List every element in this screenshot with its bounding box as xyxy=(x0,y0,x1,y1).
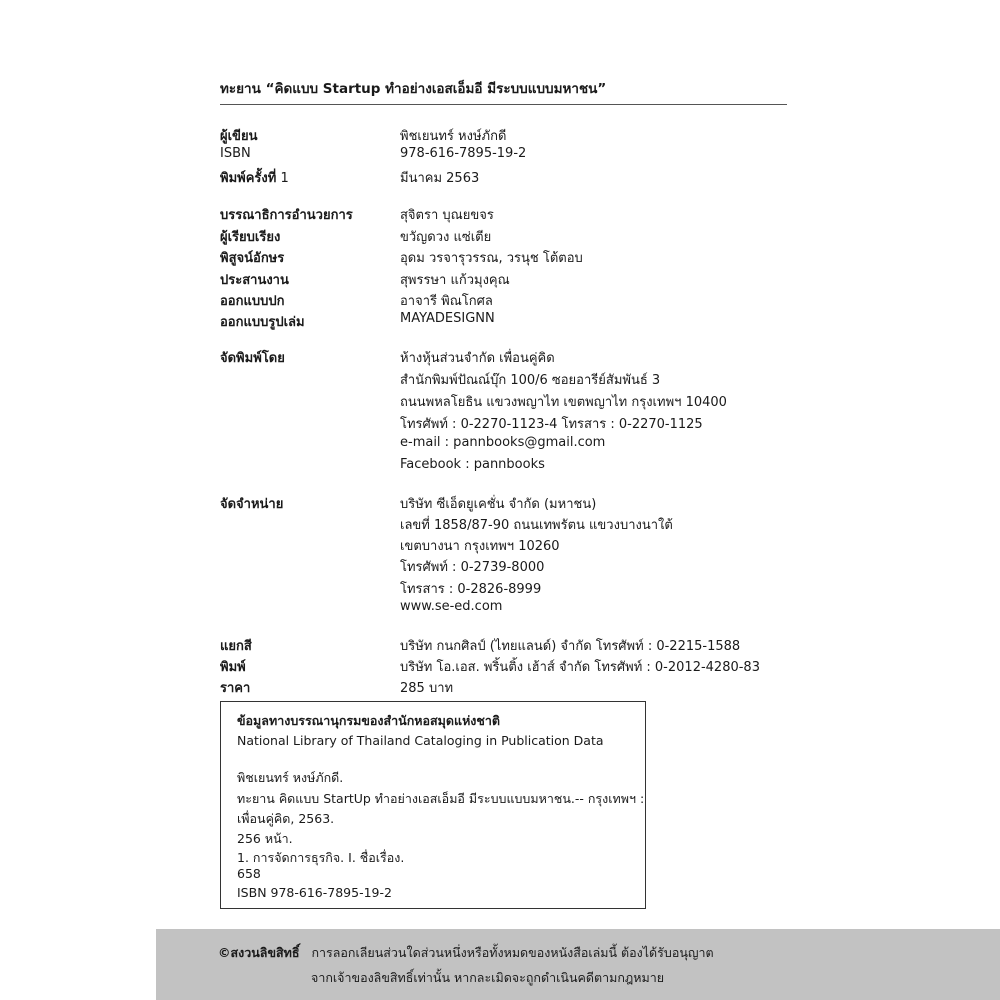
cover-design-value: อาจารี พิณโกศล xyxy=(400,294,493,309)
price-row xyxy=(0,677,1000,699)
credit-row-isbn xyxy=(0,146,1000,168)
publisher-email: e-mail : pannbooks@gmail.com xyxy=(400,435,606,450)
publisher-row-2 xyxy=(0,369,1000,391)
credit-row-edition xyxy=(0,167,1000,189)
distributor-line: โทรสาร : 0-2826-8999 xyxy=(400,582,542,597)
printer-row xyxy=(0,656,1000,678)
cip-heading-thai: ข้อมูลทางบรรณานุกรมของสำนักหอสมุดแห่งชาติ xyxy=(237,713,501,728)
printer-value: บริษัท โอ.เอส. พริ้นติ้ง เฮ้าส์ จำกัด โทรศัพท์ : 0-2012-4280-83 xyxy=(400,660,760,675)
distributor-line: เลขที่ 1858/87-90 ถนนเทพรัตน แขวงบางนาใต้ xyxy=(400,518,673,533)
cip-isbn: ISBN 978-616-7895-19-2 xyxy=(237,885,392,900)
publisher-label: จัดพิมพ์โดย xyxy=(220,351,285,366)
cip-data-box xyxy=(220,701,646,909)
distributor-line: บริษัท ซีเอ็ดยูเคชั่น จำกัด (มหาชน) xyxy=(400,497,597,512)
publisher-row-1 xyxy=(0,347,1000,369)
author-value: พิชเยนทร์ หงษ์ภักดี xyxy=(400,129,507,144)
distributor-website: www.se-ed.com xyxy=(400,599,503,614)
distributor-line: โทรศัพท์ : 0-2739-8000 xyxy=(400,560,545,575)
color-separation-value: บริษัท กนกศิลป์ (ไทยแลนด์) จำกัด โทรศัพท์ : 0-2215-1588 xyxy=(400,639,741,654)
cip-line: 658 xyxy=(237,866,261,881)
cip-heading-english: National Library of Thailand Cataloging in Publication Data xyxy=(237,733,604,748)
compiler-value: ขวัญดวง แซ่เตีย xyxy=(400,230,492,245)
publisher-line: สำนักพิมพ์ปัณณ์บุ๊ก 100/6 ซอยอารีย์สัมพันธ์ 3 xyxy=(400,373,661,388)
copyright-notice xyxy=(156,929,1000,1000)
proofreader-label: พิสูจน์อักษร xyxy=(220,251,285,266)
credit-row-author xyxy=(0,125,1000,147)
proofreader-value: อุดม วรจารุวรรณ, วรนุช โต้ตอบ xyxy=(400,251,583,266)
coordinator-value: สุพรรษา แก้วมุงคุณ xyxy=(400,273,510,288)
compiler-label: ผู้เรียบเรียง xyxy=(220,230,281,245)
publisher-line: ห้างหุ้นส่วนจำกัด เพื่อนคู่คิด xyxy=(400,351,555,366)
publisher-row-5 xyxy=(0,435,1000,457)
editor-value: สุจิตรา บุณยขจร xyxy=(400,208,494,223)
cover-design-label: ออกแบบปก xyxy=(220,294,285,309)
cip-line: ทะยาน คิดแบบ StartUp ทำอย่างเอสเอ็มอี มีระบบแบบมหาชน.-- กรุงเทพฯ : xyxy=(237,791,645,806)
credit-row-coordinator xyxy=(0,269,1000,291)
layout-design-label: ออกแบบรูปเล่ม xyxy=(220,315,305,330)
copyright-icon: © xyxy=(218,945,231,960)
edition-label: พิมพ์ครั้งที่ xyxy=(220,171,277,186)
coordinator-label: ประสานงาน xyxy=(220,273,289,288)
publisher-row-6 xyxy=(0,457,1000,479)
distributor-label: จัดจำหน่าย xyxy=(220,497,284,512)
distributor-row-3 xyxy=(0,535,1000,557)
color-separation-label: แยกสี xyxy=(220,639,252,654)
distributor-row-4 xyxy=(0,556,1000,578)
distributor-row-5 xyxy=(0,578,1000,600)
color-separation-row xyxy=(0,635,1000,657)
layout-design-value: MAYADESIGNN xyxy=(400,311,495,326)
price-label: ราคา xyxy=(220,681,251,696)
publisher-row-4 xyxy=(0,413,1000,435)
printer-label: พิมพ์ xyxy=(220,660,246,675)
cip-line: พิชเยนทร์ หงษ์ภักดี. xyxy=(237,770,344,785)
publisher-facebook: Facebook : pannbooks xyxy=(400,457,545,472)
edition-value: มีนาคม 2563 xyxy=(400,171,480,186)
distributor-row-6 xyxy=(0,599,1000,621)
cip-line: เพื่อนคู่คิด, 2563. xyxy=(237,811,335,826)
publisher-line: โทรศัพท์ : 0-2270-1123-4 โทรสาร : 0-2270-1125 xyxy=(400,417,703,432)
edition-label-group xyxy=(220,167,289,188)
book-title: ทะยาน “คิดแบบ Startup ทำอย่างเอสเอ็มอี มีระบบแบบมหาชน” xyxy=(220,81,607,97)
publisher-row-3 xyxy=(0,391,1000,413)
isbn-value: 978-616-7895-19-2 xyxy=(400,146,527,161)
credit-row-cover-design xyxy=(0,290,1000,312)
isbn-label: ISBN xyxy=(220,146,251,161)
author-label: ผู้เขียน xyxy=(220,129,258,144)
copyright-line-1-group xyxy=(218,943,714,963)
edition-number: 1 xyxy=(280,171,289,186)
distributor-row-2 xyxy=(0,514,1000,536)
copyright-text-line-2: จากเจ้าของลิขสิทธิ์เท่านั้น หากละเมิดจะถูกดำเนินคดีตามกฎหมาย xyxy=(311,970,665,985)
credit-row-proofreader xyxy=(0,247,1000,269)
cip-line: 1. การจัดการธุรกิจ. I. ชื่อเรื่อง. xyxy=(237,850,405,865)
cip-line: 256 หน้า. xyxy=(237,831,293,846)
credit-row-editor xyxy=(0,204,1000,226)
publisher-line: ถนนพหลโยธิน แขวงพญาไท เขตพญาไท กรุงเทพฯ 10400 xyxy=(400,395,727,410)
distributor-line: เขตบางนา กรุงเทพฯ 10260 xyxy=(400,539,560,554)
title-divider xyxy=(220,104,787,105)
copyright-text-line-1: การลอกเลียนส่วนใดส่วนหนึ่งหรือทั้งหมดของหนังสือเล่มนี้ ต้องได้รับอนุญาต xyxy=(311,945,714,960)
credit-row-compiler xyxy=(0,226,1000,248)
credit-row-layout-design xyxy=(0,311,1000,333)
price-value: 285 บาท xyxy=(400,681,454,696)
copyright-label: สงวนลิขสิทธิ์ xyxy=(230,945,300,960)
distributor-row-1 xyxy=(0,493,1000,515)
editor-label: บรรณาธิการอำนวยการ xyxy=(220,208,353,223)
